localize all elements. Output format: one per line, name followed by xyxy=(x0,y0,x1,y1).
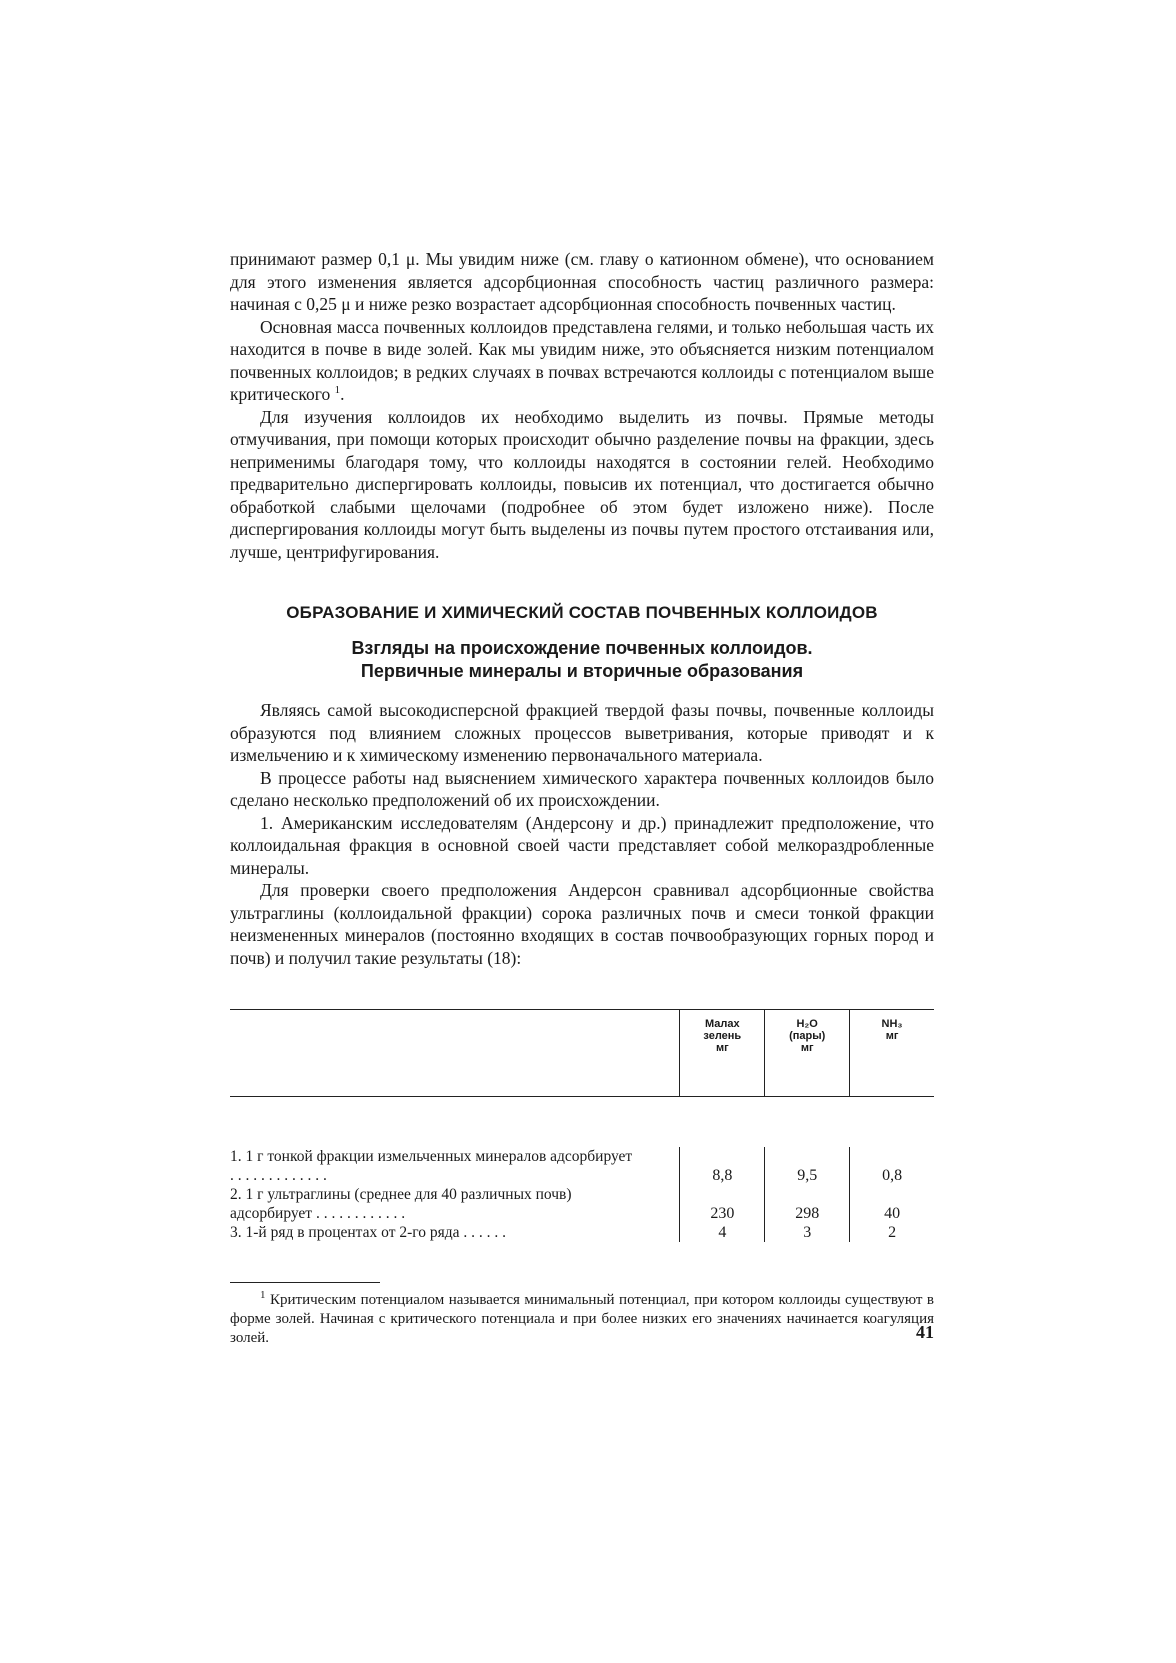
paragraph: Для изучения коллоидов их необходимо выделить из почвы. Прямые методы отмучивания, при помощи которых происходит обычно разделение почвы на фракции, здесь неприменимы благодаря тому, что коллоиды находятся в состоянии гелей. Необходимо предварительно диспергировать коллоиды, повысив их потенциал, что достигается обычно обработкой слабыми щелочами (подробнее об этом будет изложено ниже). После диспергирования коллоиды могут быть выделены из почвы путем простого отстаивания или, лучше, центрифугирования. xyxy=(230,406,934,562)
cell-ammonia: 40 xyxy=(849,1185,934,1223)
footnote-number: 1 xyxy=(260,1289,266,1301)
table-header-malachite xyxy=(679,1010,764,1096)
results-table xyxy=(230,1009,934,1242)
section-title: ОБРАЗОВАНИЕ И ХИМИЧЕСКИЙ СОСТАВ ПОЧВЕННЫХ КОЛЛОИДОВ xyxy=(286,603,878,622)
row-label: 2. 1 г ультраглины (среднее для 40 различных почв) адсорбирует . . . . . . . . . . . . xyxy=(230,1186,572,1222)
subsection-title-line-2: Первичные минералы и вторичные образования xyxy=(360,661,804,681)
cell-malachite: 230 xyxy=(679,1185,764,1223)
cell-ammonia: 0,8 xyxy=(849,1147,934,1185)
header-line: зелень xyxy=(703,1030,742,1042)
header-line: мг xyxy=(885,1030,899,1042)
subsection-title xyxy=(230,637,934,683)
paragraph: принимают размер 0,1 μ. Мы увидим ниже (см. главу о катионном обмене), что основанием для этого изменения является адсорбционная способность частиц различного размера: начиная с 0,25 μ и ниже резко возрастает адсорбционная способность почвенных частиц. xyxy=(230,249,934,314)
header-line: мг xyxy=(800,1042,814,1054)
table-header-water xyxy=(764,1010,849,1096)
paragraph-text: Основная масса почвенных коллоидов представлена гелями, и только небольшая часть их находится в почве в виде золей. Как мы увидим ниже, это объясняется низким потенциалом почвенных коллоидов; в редких случаях в почвах встречаются коллоиды с потенциалом выше критического xyxy=(230,316,934,404)
table-header xyxy=(230,1010,934,1097)
footnote-divider xyxy=(230,1282,380,1283)
header-line: NH₃ xyxy=(881,1018,903,1030)
row-label: 1. 1 г тонкой фракции измельченных минералов адсорбирует . . . . . . . . . . . . . xyxy=(230,1148,633,1184)
header-line: мг xyxy=(715,1042,729,1054)
cell-water: 3 xyxy=(764,1223,849,1242)
table-row xyxy=(230,1223,934,1242)
header-line: H₂O xyxy=(796,1018,818,1030)
page-number: 41 xyxy=(916,1322,934,1342)
page-content xyxy=(230,248,934,1348)
footnote-text: Критическим потенциалом называется минимальный потенциал, при котором коллоиды существуют в форме золей. Начиная с критического потенциала и при более низких его значениях начинается коагуляция золей. xyxy=(230,1292,935,1346)
table-row xyxy=(230,1185,934,1223)
footnote-marker: 1 xyxy=(334,384,341,397)
cell-water: 298 xyxy=(764,1185,849,1223)
paragraph: В процессе работы над выяснением химического характера почвенных коллоидов было сделано несколько предположений об их происхождении. xyxy=(230,767,934,810)
cell-ammonia: 2 xyxy=(849,1223,934,1242)
paragraph: 1. Американским исследователям (Андерсону и др.) принадлежит предположение, что коллоидальная фракция в основной своей части представляет собой мелкораздробленные минералы. xyxy=(230,812,934,878)
table-header-blank xyxy=(230,1010,679,1096)
header-line: (пары) xyxy=(789,1030,826,1042)
paragraph: Основная масса почвенных коллоидов представлена гелями, и только небольшая часть их находится в почве в виде золей. Как мы увидим ниже, это объясняется низким потенциалом почвенных коллоидов; в редких случаях в почвах встречаются коллоиды с потенциалом выше критического $^1$. xyxy=(230,316,934,404)
header-line: Малах xyxy=(704,1018,740,1030)
paragraph: Являясь самой высокодисперсной фракцией твердой фазы почвы, почвенные коллоиды образуются под влиянием сложных процессов выветривания, которые приводят и к измельчению и к химическому изменению первоначального материала. xyxy=(230,700,934,765)
row-label: 3. 1-й ряд в процентах от 2-го ряда . . . . . . xyxy=(230,1224,506,1241)
subsection-title-line-1: Взгляды на происхождение почвенных коллоидов. xyxy=(351,638,813,658)
cell-water: 9,5 xyxy=(764,1147,849,1185)
table-header-ammonia xyxy=(849,1010,934,1096)
table-row xyxy=(230,1147,934,1185)
footnote xyxy=(230,1291,934,1348)
cell-malachite: 8,8 xyxy=(679,1147,764,1185)
paragraph: Для проверки своего предположения Андерсон сравнивал адсорбционные свойства ультраглины (коллоидальной фракции) сорока различных почв и смеси тонкой фракции неизмененных минералов (постоянно входящих в состав почвообразующих горных пород и почв) и получил такие результаты (18): xyxy=(230,880,934,968)
cell-malachite: 4 xyxy=(679,1223,764,1242)
table-body xyxy=(230,1097,934,1242)
